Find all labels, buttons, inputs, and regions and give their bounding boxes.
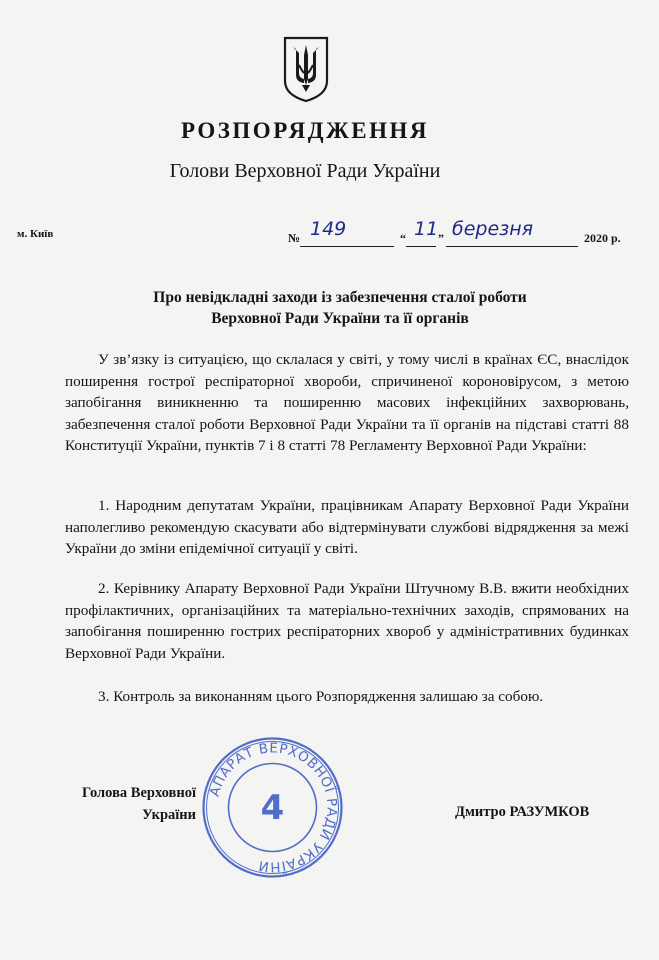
trident-icon <box>282 35 330 103</box>
document-month: березня <box>452 218 534 240</box>
position-line-1: Голова Верховної <box>82 785 196 801</box>
stamp-ring-text: АПАРАТ ВЕРХОВНОЇ РАДИ УКРАЇНИ <box>206 740 340 875</box>
document-day: 11 <box>414 218 439 240</box>
city-label: м. Київ <box>17 228 54 240</box>
heading-line-1: Про невідкладні заходи із забезпечення сталої роботи <box>153 289 527 306</box>
document-year: 2020 р. <box>584 231 621 245</box>
position-line-2: України <box>142 807 196 823</box>
official-stamp <box>200 735 345 880</box>
document-title: РОЗПОРЯДЖЕННЯ <box>180 118 430 143</box>
signatory-position <box>66 782 196 826</box>
number-date-line <box>288 218 628 248</box>
stamp-center-mark: 4 <box>260 788 285 828</box>
clause-3: 3. Контроль за виконанням цього Розпорядження залишаю за собою. <box>98 688 544 705</box>
day-underline <box>406 246 436 247</box>
clause-2: 2. Керівнику Апарату Верховної Ради України Штучному В.В. вжити необхідних профілактичних, організаційних та матеріально-технічних заходів, спрямованих на запобігання поширенню гострих респіраторних хвороб у адміністративних будинках Верховної Ради України. <box>65 580 629 662</box>
signatory-name: Дмитро РАЗУМКОВ <box>455 804 590 820</box>
day-open-quote: “ <box>400 231 406 245</box>
day-close-quote: ” <box>438 231 444 245</box>
number-prefix: № <box>288 231 301 245</box>
heading-line-2: Верховної Ради України та її органів <box>211 310 469 327</box>
clause-1: 1. Народним депутатам України, працівникам Апарату Верховної Ради України наполегливо рекомендую скасувати або відтермінувати службові відрядження за межі України до зміни епідемічної ситуації у світі. <box>65 497 629 557</box>
document-heading <box>60 287 620 329</box>
intro-paragraph: У зв’язку із ситуацією, що склалася у світі, у тому числі в країнах ЄС, внаслідок поширення гострої респіраторної хвороби, спричиненої короновірусом, з метою запобігання виникненню та поширенню масових інфекційних захворювань, забезпечення сталої роботи Верховної Ради України та її органів на підставі статті 88 Конституції України, пунктів 7 і 8 статті 78 Регламенту Верховної Ради України: <box>65 351 629 454</box>
document-number: 149 <box>310 218 347 240</box>
month-underline <box>446 246 578 247</box>
document-subtitle: Голови Верховної Ради України <box>169 160 441 182</box>
number-underline <box>300 246 394 247</box>
